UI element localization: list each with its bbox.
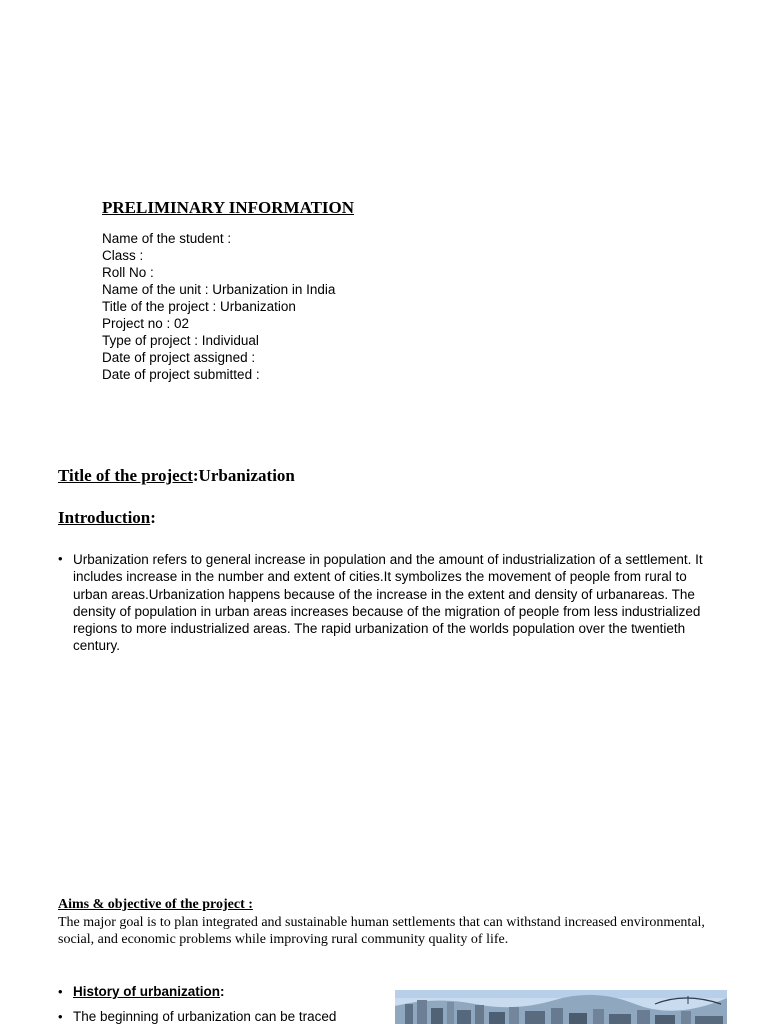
history-heading <box>73 984 225 999</box>
date-submitted-line: Date of project submitted : <box>102 367 260 382</box>
introduction-colon: : <box>150 508 156 527</box>
project-type-line: Type of project : Individual <box>102 333 259 348</box>
class-line: Class : <box>102 248 144 263</box>
student-name-line: Name of the student : <box>102 231 232 246</box>
history-colon: : <box>220 984 225 999</box>
bullet-marker: • <box>58 1009 63 1024</box>
preliminary-info-list <box>102 230 335 383</box>
history-label: History of urbanization <box>73 984 221 999</box>
project-title-heading <box>58 466 295 486</box>
roll-no-line: Roll No : <box>102 265 154 280</box>
city-skyline-image <box>395 990 727 1024</box>
aims-text: The major goal is to plan integrated and sustainable human settlements that can withstand increased environmental, social, and economic problems while improving rural community quality of life. <box>58 915 705 947</box>
unit-name-line: Name of the unit : Urbanization in India <box>102 282 336 297</box>
date-assigned-line: Date of project assigned : <box>102 350 256 365</box>
project-title-label: Title of the project <box>58 466 193 485</box>
introduction-label: Introduction <box>58 508 151 527</box>
introduction-heading <box>58 508 156 528</box>
aims-heading: Aims & objective of the project : <box>58 897 253 912</box>
introduction-text: Urbanization refers to general increase in population and the amount of industrialization of a settlement. It includes increase in the number and extent of cities.It symbolizes the movement of people from rural to urban areas.Urbanization happens because of the increase in the extent and density of urbanareas. The density of population in urban areas increases because of the migration of people from less industrialized regions to more industrialized areas. The rapid urbanization of the worlds population over the twentieth century. <box>73 552 703 654</box>
beginning-text: The beginning of urbanization can be traced <box>73 1009 337 1024</box>
project-title-line: Title of the project : Urbanization <box>102 299 296 314</box>
project-title-value: :Urbanization <box>192 466 295 485</box>
bullet-marker: • <box>58 984 63 999</box>
bullet-marker: • <box>58 551 63 566</box>
project-no-line: Project no : 02 <box>102 316 190 331</box>
preliminary-heading: PRELIMINARY INFORMATION <box>102 198 355 217</box>
